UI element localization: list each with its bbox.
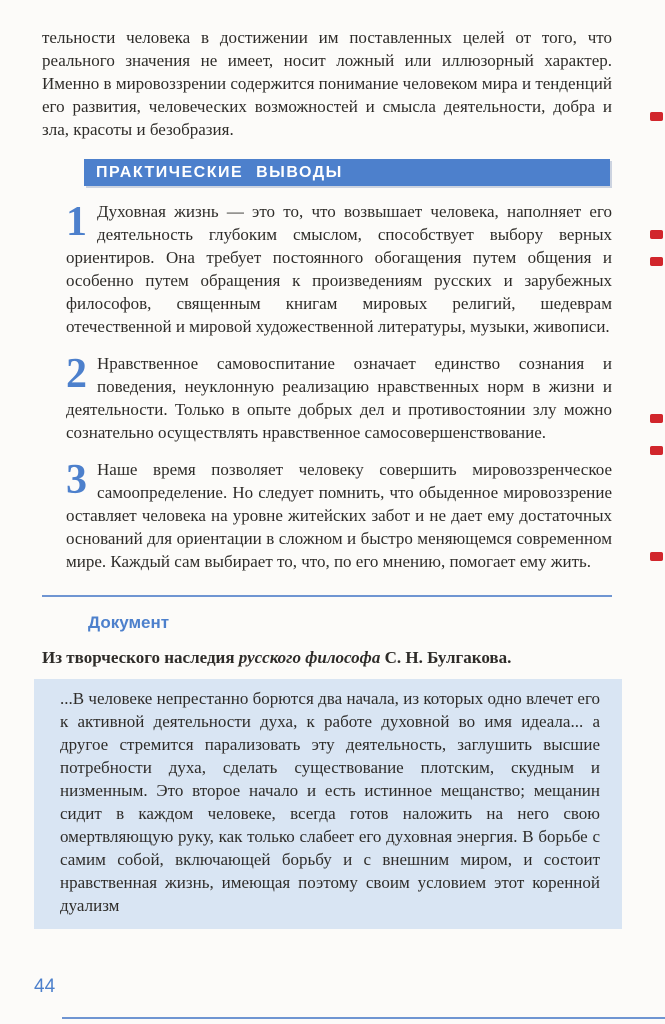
red-edge-mark <box>650 112 663 121</box>
bottom-rule <box>62 1017 665 1019</box>
page-content <box>42 26 612 929</box>
attribution-name: С. Н. Булгакова. <box>384 648 512 667</box>
practical-conclusions-header <box>84 159 610 186</box>
item-text: Нравственное самовоспитание означает единство сознания и поведения, неуклонную реализацию нравственных норм в жизни и деятельности. Только в опыте добрых дел и противостоянии злу можно сознательно осуществлять нравственное самосовершенствование. <box>66 354 612 442</box>
page-number: 44 <box>34 976 56 997</box>
item-number: 1 <box>66 199 87 245</box>
item-number: 2 <box>66 351 87 397</box>
document-quote: ...В человеке непрестанно борются два начала, из которых одно влечет его к активной деятельности духа, к работе духовной во имя идеала... а другое стремится парализовать эту деятельность, заглушить высшие потребности духа, сделать существование плотским, скудным и низменным. Это второе начало и есть истинное мещанство; мещанин сидит в каждом человеке, всегда готов наложить на него свою омертвляющую руку, как только слабеет его духовная энергия. В борьбе с самим собой, включающей борьбу и с внешним миром, и состоит нравственная жизнь, имеющая поэтому своим условием этот коренной дуализм <box>34 679 622 929</box>
conclusion-item-1 <box>66 200 612 338</box>
item-text: Наше время позволяет человеку совершить мировоззренческое самоопределение. Но следует помнить, что обыденное мировоззрение оставляет человека на уровне житейских забот и не дает ему достаточных оснований для ориентации в сложном и быстро меняющемся современном мире. Каждый сам выбирает то, что, по его мнению, помогает ему жить. <box>66 460 612 571</box>
red-edge-mark <box>650 257 663 266</box>
conclusion-item-3 <box>66 458 612 573</box>
document-section-title: Документ <box>88 613 170 632</box>
red-edge-mark <box>650 230 663 239</box>
conclusion-item-2 <box>66 352 612 444</box>
practical-conclusions-title: ПРАКТИЧЕСКИЕ ВЫВОДЫ <box>96 164 343 181</box>
attribution-lead: Из творческого наследия <box>42 648 235 667</box>
red-edge-mark <box>650 552 663 561</box>
section-divider <box>42 595 612 597</box>
document-attribution <box>42 646 612 669</box>
attribution-italic: русского философа <box>238 648 381 667</box>
red-edge-mark <box>650 446 663 455</box>
intro-paragraph: тельности человека в достижении им поставленных целей от того, что реального значения не имеет, носит ложный или иллюзорный характер. Именно в мировоззрении содержится понимание человеком мира и тенденций его развития, человеческих возможностей и смысла деятельности, добра и зла, красоты и безобразия. <box>42 28 612 139</box>
red-edge-mark <box>650 414 663 423</box>
item-number: 3 <box>66 457 87 503</box>
item-text: Духовная жизнь — это то, что возвышает человека, наполняет его деятельность глубоким смыслом, способствует выбору верных ориентиров. Она требует постоянного обогащения путем общения и особенно путем обращения к произведениям русских и зарубежных философов, священным книгам мировых религий, шедеврам отечественной и мировой художественной литературы, музыки, живописи. <box>66 202 612 336</box>
